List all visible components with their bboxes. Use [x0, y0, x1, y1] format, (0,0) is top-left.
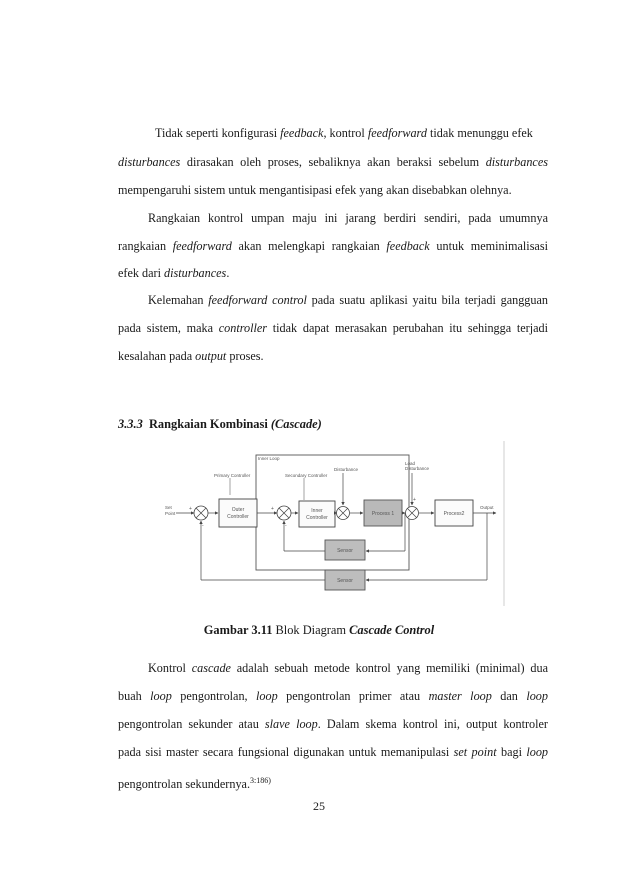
para4-line2: buah loop pengontrolan, loop pengontrolan primer atau master loop dan loop — [118, 689, 548, 703]
para3-line2: pada sistem, maka controller tidak dapat merasakan perubahan itu sehingga terjadi — [118, 321, 548, 335]
figure-caption: Gambar 3.11 Blok Diagram Cascade Control — [203, 623, 435, 637]
para4-line1: Kontrol cascade adalah sebuah metode kontrol yang memiliki (minimal) dua — [148, 661, 548, 675]
para2-line2: rangkaian feedforward akan melengkapi rangkaian feedback untuk meminimalisasi — [118, 239, 548, 253]
svg-text:Controller: Controller — [306, 515, 328, 521]
sensor1-block — [325, 540, 365, 560]
set-point-label-1: Set — [165, 505, 172, 510]
svg-text:-: - — [285, 523, 287, 529]
svg-text:Controller: Controller — [227, 514, 249, 520]
page-number: 25 — [313, 799, 325, 813]
svg-text:Sensor: Sensor — [337, 578, 353, 584]
cascade-block-diagram — [162, 441, 508, 606]
para2-line3: efek dari disturbances. — [118, 266, 230, 280]
inner-controller-block — [299, 501, 335, 527]
summing-junction-1 — [194, 506, 208, 520]
output-label: Output — [480, 505, 494, 510]
section-title-italic: (Cascade) — [270, 417, 322, 431]
svg-text:Inner: Inner — [311, 508, 323, 514]
para4-line4: pada sisi master secara fungsional digunakan untuk memanipulasi set point bagi loop — [118, 745, 549, 759]
process2-block — [435, 500, 473, 526]
para1-line3: mempengaruhi sistem untuk mengantisipasi efek yang akan disebabkan olehnya. — [118, 183, 512, 197]
svg-text:Sensor: Sensor — [337, 548, 353, 554]
svg-text:Outer: Outer — [231, 507, 245, 513]
summing-junction-4 — [406, 507, 419, 520]
section-title: Rangkaian Kombinasi — [148, 417, 271, 431]
svg-text:+: + — [189, 506, 192, 512]
inner-loop-label: Inner Loop — [258, 456, 280, 461]
svg-text:+: + — [413, 497, 416, 503]
load-disturbance-label-2: Disturbance — [405, 466, 430, 471]
process1-block — [364, 500, 402, 526]
summing-junction-2 — [277, 506, 291, 520]
para1-line2: disturbances dirasakan oleh proses, sebaliknya akan beraksi sebelum disturbances — [118, 155, 548, 169]
para1-line1: Tidak seperti konfigurasi feedback, kontrol feedforward tidak menunggu efek — [155, 126, 533, 140]
para4-line5: pengontrolan sekundernya.$^{3:186)}$ — [118, 776, 271, 791]
disturbance-label: Disturbance — [334, 467, 359, 472]
para2-line1: Rangkaian kontrol umpan maju ini jarang berdiri sendiri, pada umumnya — [148, 211, 548, 225]
svg-text:-: - — [202, 523, 204, 529]
citation-reference: 3:186) — [250, 776, 271, 785]
sensor2-block — [325, 570, 365, 590]
primary-controller-label: Primary Controller — [214, 473, 251, 478]
section-number: 3.3.3 — [118, 417, 143, 431]
svg-text:Process2: Process2 — [443, 511, 465, 517]
secondary-controller-label: Secondary Controller — [285, 473, 328, 478]
svg-text:Process 1: Process 1 — [371, 511, 395, 517]
section-heading — [118, 417, 322, 432]
outer-controller-block — [219, 499, 257, 527]
set-point-label-2: Point — [165, 511, 176, 516]
para3-line1: Kelemahan feedforward control pada suatu aplikasi yaitu bila terjadi gangguan — [148, 293, 548, 307]
load-disturbance-label-1: Load — [405, 461, 416, 466]
svg-text:+: + — [271, 506, 274, 512]
summing-junction-3 — [337, 507, 350, 520]
para4-line3: pengontrolan sekunder atau slave loop. Dalam skema kontrol ini, output kontroler — [118, 717, 548, 731]
para3-line3: kesalahan pada output proses. — [118, 349, 264, 363]
